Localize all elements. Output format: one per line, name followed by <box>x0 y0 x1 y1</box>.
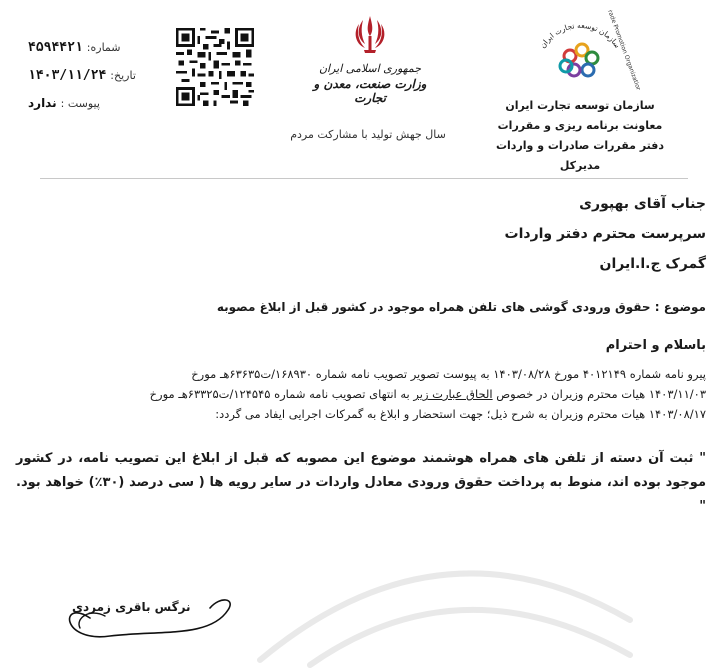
iran-emblem-icon <box>353 14 387 54</box>
qr-code <box>176 28 254 106</box>
letter-greeting: باسلام و احترام <box>605 338 706 353</box>
body-line-3-end: هیات محترم وزیران به شرح ذیل؛ جهت استحضار و ابلاغ به گمرکات اجرایی ایفاد می گردد: <box>215 407 649 421</box>
signature-scribble <box>50 588 240 648</box>
attachment-row <box>28 96 153 124</box>
year-slogan: سال جهش تولید با مشارکت مردم <box>290 128 446 141</box>
number-value: ۴۵۹۴۴۲۱ <box>28 40 83 55</box>
letter-subject: موضوع : حقوق ورودی گوشی های تلفن همراه موجود در کشور قبل از ابلاغ مصوبه <box>216 300 706 314</box>
ministry-line-2: وزارت صنعت، معدن و تجارت <box>313 77 427 105</box>
logo-arc-text-fa: سازمان توسعه تجارت ایران <box>537 20 623 50</box>
number-label: شماره: <box>86 41 121 54</box>
body-line-2 <box>16 384 706 404</box>
org-line-2: معاونت برنامه ریزی و مقررات <box>497 119 663 132</box>
body-line-2-underlined: الحاق عبارت زیر <box>413 387 493 401</box>
org-lines <box>480 96 680 176</box>
body-line-1: پیرو نامه شماره ۴۰۱۲۱۴۹ مورخ ۱۴۰۳/۰۸/۲۸ به پیوست تصویر تصویب نامه شماره ۱۶۸۹۳۰/ت۶۳۶۳۵هـ مورخ <box>191 367 706 381</box>
tpo-logo-icon <box>520 10 640 90</box>
ministry-header <box>300 14 440 105</box>
org-line-3: دفتر مقررات صادرات و واردات <box>495 139 665 152</box>
body-line-3 <box>16 404 706 424</box>
addressee-org: گمرک ج.ا.ایران <box>599 256 706 272</box>
number-row <box>28 40 153 68</box>
addressee-title: سرپرست محترم دفتر واردات <box>504 226 706 242</box>
resolution-quote: " ثبت آن دسته از تلفن های همراه هوشمند موضوع این مصوبه که قبل از ابلاغ این تصویب نامه، در کشور موجود بوده اند، منوط به پرداخت حقوق ورودی معادل واردات در سایر رویه ها ( سی درصد (۳۰٪) خواهد بود. " <box>16 451 706 514</box>
signatory-name: نرگس باقری زمردی <box>72 600 191 614</box>
body-line-2-mid: هیات محترم وزیران در خصوص <box>492 387 649 401</box>
organization-header <box>480 10 680 176</box>
date-value: ۱۴۰۳/۱۱/۲۴ <box>28 68 107 83</box>
date-row <box>28 68 153 96</box>
body-line-2-end: به انتهای تصویب نامه شماره ۱۲۴۵۴۵/ت۶۳۳۲۵هـ مورخ <box>149 387 414 401</box>
ministry-line-1: جمهوری اسلامی ایران <box>318 62 422 75</box>
letter-meta <box>28 40 153 124</box>
addressee-name: جناب آقای بهپوری <box>579 196 706 212</box>
body-line-2-date: ۱۴۰۳/۱۱/۰۳ <box>648 387 706 401</box>
org-line-4: مدیرکل <box>559 159 601 172</box>
attachment-label: پیوست : <box>60 97 100 110</box>
letter-body <box>16 364 706 424</box>
attachment-value: ندارد <box>28 96 57 110</box>
date-label: تاریخ: <box>110 69 136 82</box>
header-divider <box>40 178 688 179</box>
org-line-1: سازمان توسعه تجارت ایران <box>505 99 655 112</box>
body-line-3-date: ۱۴۰۳/۰۸/۱۷ <box>648 407 706 421</box>
logo-text-en: Trade Promotion Organization <box>605 10 640 90</box>
